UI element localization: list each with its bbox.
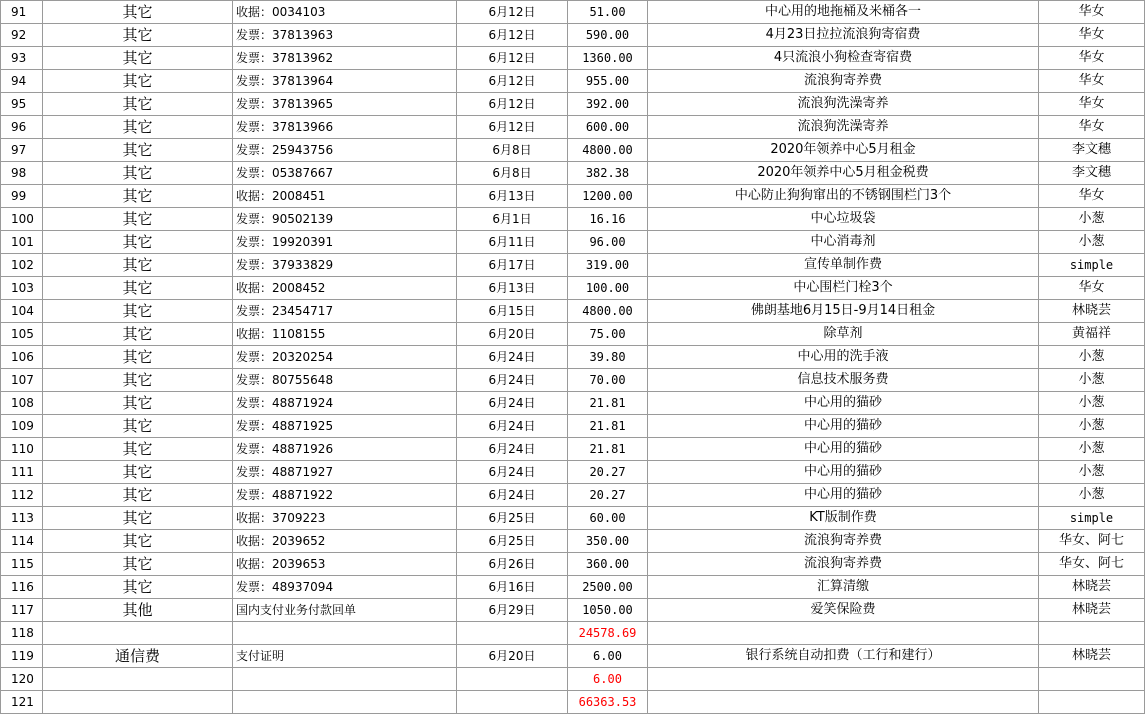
date-cell[interactable]: 6月24日 bbox=[457, 346, 568, 369]
document-cell[interactable]: 发票：19920391 bbox=[233, 231, 457, 254]
table-row bbox=[1, 231, 1145, 254]
document-cell[interactable]: 收据：0034103 bbox=[233, 1, 457, 24]
category-cell[interactable]: 其它 bbox=[43, 277, 233, 300]
document-cell[interactable]: 国内支付业务付款回单 bbox=[233, 599, 457, 622]
document-cell[interactable] bbox=[233, 622, 457, 645]
document-cell[interactable]: 发票：23454717 bbox=[233, 300, 457, 323]
date-cell[interactable]: 6月26日 bbox=[457, 553, 568, 576]
document-cell[interactable]: 发票：48871927 bbox=[233, 461, 457, 484]
description-cell[interactable]: 流浪狗洗澡寄养 bbox=[648, 93, 1039, 116]
category-cell[interactable] bbox=[43, 622, 233, 645]
category-cell[interactable]: 其它 bbox=[43, 392, 233, 415]
table-row bbox=[1, 208, 1145, 231]
person-cell[interactable]: 小葱 bbox=[1039, 484, 1145, 507]
document-cell[interactable]: 发票：20320254 bbox=[233, 346, 457, 369]
date-cell[interactable]: 6月12日 bbox=[457, 116, 568, 139]
row-number-cell[interactable]: 106 bbox=[1, 346, 43, 369]
amount-cell[interactable]: 60.00 bbox=[568, 507, 648, 530]
description-cell[interactable]: 爱笑保险费 bbox=[648, 599, 1039, 622]
category-cell[interactable]: 其它 bbox=[43, 438, 233, 461]
document-cell[interactable]: 收据：2008452 bbox=[233, 277, 457, 300]
amount-cell[interactable]: 350.00 bbox=[568, 530, 648, 553]
document-cell[interactable]: 发票：48871924 bbox=[233, 392, 457, 415]
person-cell[interactable]: 华女 bbox=[1039, 93, 1145, 116]
date-cell[interactable]: 6月24日 bbox=[457, 484, 568, 507]
table-row bbox=[1, 553, 1145, 576]
amount-cell[interactable]: 96.00 bbox=[568, 231, 648, 254]
row-number-cell[interactable]: 121 bbox=[1, 691, 43, 714]
table-row bbox=[1, 185, 1145, 208]
amount-cell[interactable]: 600.00 bbox=[568, 116, 648, 139]
person-cell[interactable]: 小葱 bbox=[1039, 208, 1145, 231]
row-number-cell[interactable]: 112 bbox=[1, 484, 43, 507]
row-number-cell[interactable]: 114 bbox=[1, 530, 43, 553]
date-cell[interactable]: 6月20日 bbox=[457, 645, 568, 668]
description-cell[interactable]: 流浪狗寄养费 bbox=[648, 553, 1039, 576]
amount-cell[interactable]: 4800.00 bbox=[568, 139, 648, 162]
category-cell[interactable]: 其它 bbox=[43, 254, 233, 277]
date-cell[interactable] bbox=[457, 668, 568, 691]
category-cell[interactable]: 其它 bbox=[43, 47, 233, 70]
date-cell[interactable]: 6月12日 bbox=[457, 47, 568, 70]
person-cell[interactable] bbox=[1039, 622, 1145, 645]
document-cell[interactable]: 发票：25943756 bbox=[233, 139, 457, 162]
row-number-cell[interactable]: 110 bbox=[1, 438, 43, 461]
description-cell[interactable] bbox=[648, 691, 1039, 714]
table-row bbox=[1, 438, 1145, 461]
description-cell[interactable]: 中心用的洗手液 bbox=[648, 346, 1039, 369]
person-cell[interactable]: 小葱 bbox=[1039, 461, 1145, 484]
table-row bbox=[1, 346, 1145, 369]
amount-cell[interactable]: 2500.00 bbox=[568, 576, 648, 599]
amount-cell[interactable]: 6.00 bbox=[568, 645, 648, 668]
row-number-cell[interactable]: 102 bbox=[1, 254, 43, 277]
table-row bbox=[1, 139, 1145, 162]
document-cell[interactable]: 收据：1108155 bbox=[233, 323, 457, 346]
amount-cell[interactable]: 21.81 bbox=[568, 392, 648, 415]
description-cell[interactable]: 中心围栏门栓3个 bbox=[648, 277, 1039, 300]
row-number-cell[interactable]: 111 bbox=[1, 461, 43, 484]
table-row bbox=[1, 645, 1145, 668]
table-row bbox=[1, 93, 1145, 116]
table-row bbox=[1, 530, 1145, 553]
description-cell[interactable]: 2020年领养中心5月租金税费 bbox=[648, 162, 1039, 185]
date-cell[interactable]: 6月25日 bbox=[457, 530, 568, 553]
category-cell[interactable]: 其它 bbox=[43, 24, 233, 47]
document-cell[interactable]: 发票：37813964 bbox=[233, 70, 457, 93]
description-cell[interactable]: 汇算清缴 bbox=[648, 576, 1039, 599]
person-cell[interactable] bbox=[1039, 668, 1145, 691]
description-cell[interactable]: 4月23日拉拉流浪狗寄宿费 bbox=[648, 24, 1039, 47]
row-number-cell[interactable]: 120 bbox=[1, 668, 43, 691]
person-cell[interactable]: 华女 bbox=[1039, 1, 1145, 24]
table-row bbox=[1, 254, 1145, 277]
description-cell[interactable]: 宣传单制作费 bbox=[648, 254, 1039, 277]
amount-cell[interactable]: 590.00 bbox=[568, 24, 648, 47]
table-row bbox=[1, 277, 1145, 300]
category-cell[interactable]: 其它 bbox=[43, 1, 233, 24]
category-cell[interactable]: 其它 bbox=[43, 346, 233, 369]
description-cell[interactable]: 4只流浪小狗检查寄宿费 bbox=[648, 47, 1039, 70]
description-cell[interactable] bbox=[648, 668, 1039, 691]
description-cell[interactable] bbox=[648, 622, 1039, 645]
document-cell[interactable]: 发票：80755648 bbox=[233, 369, 457, 392]
person-cell[interactable]: 小葱 bbox=[1039, 438, 1145, 461]
date-cell[interactable]: 6月12日 bbox=[457, 70, 568, 93]
description-cell[interactable]: 中心用的猫砂 bbox=[648, 438, 1039, 461]
amount-cell[interactable]: 1200.00 bbox=[568, 185, 648, 208]
person-cell[interactable]: 林晓芸 bbox=[1039, 645, 1145, 668]
category-cell[interactable]: 其它 bbox=[43, 461, 233, 484]
amount-cell[interactable]: 39.80 bbox=[568, 346, 648, 369]
amount-cell[interactable]: 1050.00 bbox=[568, 599, 648, 622]
document-cell[interactable]: 发票：05387667 bbox=[233, 162, 457, 185]
person-cell[interactable]: simple bbox=[1039, 254, 1145, 277]
row-number-cell[interactable]: 100 bbox=[1, 208, 43, 231]
category-cell[interactable]: 其它 bbox=[43, 553, 233, 576]
amount-cell[interactable]: 360.00 bbox=[568, 553, 648, 576]
date-cell[interactable]: 6月29日 bbox=[457, 599, 568, 622]
category-cell[interactable]: 其它 bbox=[43, 162, 233, 185]
amount-cell[interactable]: 4800.00 bbox=[568, 300, 648, 323]
row-number-cell[interactable]: 103 bbox=[1, 277, 43, 300]
description-cell[interactable]: 除草剂 bbox=[648, 323, 1039, 346]
table-row bbox=[1, 461, 1145, 484]
category-cell[interactable] bbox=[43, 668, 233, 691]
row-number-cell[interactable]: 97 bbox=[1, 139, 43, 162]
table-row bbox=[1, 369, 1145, 392]
row-number-cell[interactable]: 108 bbox=[1, 392, 43, 415]
person-cell[interactable]: 华女、阿七 bbox=[1039, 553, 1145, 576]
person-cell[interactable]: 华女 bbox=[1039, 185, 1145, 208]
table-row bbox=[1, 668, 1145, 691]
category-cell[interactable]: 其它 bbox=[43, 139, 233, 162]
document-cell[interactable]: 发票：37813963 bbox=[233, 24, 457, 47]
document-cell[interactable]: 发票：37933829 bbox=[233, 254, 457, 277]
row-number-cell[interactable]: 119 bbox=[1, 645, 43, 668]
date-cell[interactable]: 6月12日 bbox=[457, 24, 568, 47]
description-cell[interactable]: 中心消毒剂 bbox=[648, 231, 1039, 254]
person-cell[interactable]: 华女 bbox=[1039, 277, 1145, 300]
date-cell[interactable]: 6月24日 bbox=[457, 415, 568, 438]
person-cell[interactable]: 黄福祥 bbox=[1039, 323, 1145, 346]
description-cell[interactable]: 2020年领养中心5月租金 bbox=[648, 139, 1039, 162]
amount-cell[interactable]: 24578.69 bbox=[568, 622, 648, 645]
row-number-cell[interactable]: 98 bbox=[1, 162, 43, 185]
table-row bbox=[1, 70, 1145, 93]
amount-cell[interactable]: 75.00 bbox=[568, 323, 648, 346]
date-cell[interactable]: 6月11日 bbox=[457, 231, 568, 254]
person-cell[interactable]: 华女 bbox=[1039, 70, 1145, 93]
amount-cell[interactable]: 21.81 bbox=[568, 415, 648, 438]
date-cell[interactable] bbox=[457, 691, 568, 714]
table-row bbox=[1, 507, 1145, 530]
table-row bbox=[1, 415, 1145, 438]
document-cell[interactable]: 发票：37813965 bbox=[233, 93, 457, 116]
amount-cell[interactable]: 51.00 bbox=[568, 1, 648, 24]
document-cell[interactable]: 发票：90502139 bbox=[233, 208, 457, 231]
document-cell[interactable]: 收据：2039652 bbox=[233, 530, 457, 553]
person-cell[interactable]: 华女 bbox=[1039, 24, 1145, 47]
amount-cell[interactable]: 955.00 bbox=[568, 70, 648, 93]
row-number-cell[interactable]: 91 bbox=[1, 1, 43, 24]
category-cell[interactable]: 其它 bbox=[43, 576, 233, 599]
description-cell[interactable]: 中心用的猫砂 bbox=[648, 392, 1039, 415]
amount-cell[interactable]: 392.00 bbox=[568, 93, 648, 116]
row-number-cell[interactable]: 96 bbox=[1, 116, 43, 139]
description-cell[interactable]: 中心用的猫砂 bbox=[648, 461, 1039, 484]
person-cell[interactable]: 华女 bbox=[1039, 116, 1145, 139]
category-cell[interactable]: 其它 bbox=[43, 93, 233, 116]
table-row bbox=[1, 162, 1145, 185]
date-cell[interactable]: 6月1日 bbox=[457, 208, 568, 231]
row-number-cell[interactable]: 104 bbox=[1, 300, 43, 323]
person-cell[interactable]: simple bbox=[1039, 507, 1145, 530]
person-cell[interactable] bbox=[1039, 691, 1145, 714]
sheet-body bbox=[1, 1, 1145, 714]
person-cell[interactable]: 林晓芸 bbox=[1039, 599, 1145, 622]
category-cell[interactable]: 其它 bbox=[43, 507, 233, 530]
table-row bbox=[1, 47, 1145, 70]
table-row bbox=[1, 622, 1145, 645]
category-cell[interactable]: 其它 bbox=[43, 70, 233, 93]
row-number-cell[interactable]: 109 bbox=[1, 415, 43, 438]
description-cell[interactable]: 流浪狗寄养费 bbox=[648, 530, 1039, 553]
person-cell[interactable]: 小葱 bbox=[1039, 369, 1145, 392]
date-cell[interactable]: 6月8日 bbox=[457, 139, 568, 162]
description-cell[interactable]: 信息技术服务费 bbox=[648, 369, 1039, 392]
document-cell[interactable]: 收据：3709223 bbox=[233, 507, 457, 530]
date-cell[interactable]: 6月25日 bbox=[457, 507, 568, 530]
person-cell[interactable]: 华女 bbox=[1039, 47, 1145, 70]
document-cell[interactable]: 收据：2039653 bbox=[233, 553, 457, 576]
document-cell[interactable]: 发票：37813966 bbox=[233, 116, 457, 139]
document-cell[interactable]: 发票：48871926 bbox=[233, 438, 457, 461]
table-row bbox=[1, 323, 1145, 346]
document-cell[interactable]: 发票：48871925 bbox=[233, 415, 457, 438]
table-row bbox=[1, 576, 1145, 599]
amount-cell[interactable]: 21.81 bbox=[568, 438, 648, 461]
description-cell[interactable]: 中心用的猫砂 bbox=[648, 484, 1039, 507]
row-number-cell[interactable]: 105 bbox=[1, 323, 43, 346]
category-cell[interactable]: 其它 bbox=[43, 231, 233, 254]
category-cell[interactable]: 通信费 bbox=[43, 645, 233, 668]
document-cell[interactable]: 收据：2008451 bbox=[233, 185, 457, 208]
table-row bbox=[1, 300, 1145, 323]
date-cell[interactable]: 6月20日 bbox=[457, 323, 568, 346]
person-cell[interactable]: 小葱 bbox=[1039, 231, 1145, 254]
date-cell[interactable]: 6月12日 bbox=[457, 1, 568, 24]
table-row bbox=[1, 599, 1145, 622]
row-number-cell[interactable]: 107 bbox=[1, 369, 43, 392]
category-cell[interactable]: 其它 bbox=[43, 116, 233, 139]
description-cell[interactable]: 中心用的地拖桶及米桶各一 bbox=[648, 1, 1039, 24]
category-cell[interactable] bbox=[43, 691, 233, 714]
row-number-cell[interactable]: 115 bbox=[1, 553, 43, 576]
category-cell[interactable]: 其它 bbox=[43, 530, 233, 553]
date-cell[interactable]: 6月24日 bbox=[457, 392, 568, 415]
description-cell[interactable]: KT版制作费 bbox=[648, 507, 1039, 530]
date-cell[interactable]: 6月16日 bbox=[457, 576, 568, 599]
amount-cell[interactable]: 382.38 bbox=[568, 162, 648, 185]
row-number-cell[interactable]: 113 bbox=[1, 507, 43, 530]
table-row bbox=[1, 116, 1145, 139]
table-row bbox=[1, 484, 1145, 507]
date-cell[interactable]: 6月12日 bbox=[457, 93, 568, 116]
document-cell[interactable]: 发票：48937094 bbox=[233, 576, 457, 599]
category-cell[interactable]: 其它 bbox=[43, 185, 233, 208]
row-number-cell[interactable]: 116 bbox=[1, 576, 43, 599]
person-cell[interactable]: 李文穗 bbox=[1039, 162, 1145, 185]
description-cell[interactable]: 佛朗基地6月15日-9月14日租金 bbox=[648, 300, 1039, 323]
date-cell[interactable]: 6月13日 bbox=[457, 185, 568, 208]
amount-cell[interactable]: 16.16 bbox=[568, 208, 648, 231]
date-cell[interactable]: 6月15日 bbox=[457, 300, 568, 323]
date-cell[interactable]: 6月13日 bbox=[457, 277, 568, 300]
amount-cell[interactable]: 70.00 bbox=[568, 369, 648, 392]
category-cell[interactable]: 其它 bbox=[43, 208, 233, 231]
table-row bbox=[1, 691, 1145, 714]
category-cell[interactable]: 其它 bbox=[43, 323, 233, 346]
date-cell[interactable]: 6月24日 bbox=[457, 369, 568, 392]
amount-cell[interactable]: 20.27 bbox=[568, 461, 648, 484]
row-number-cell[interactable]: 93 bbox=[1, 47, 43, 70]
person-cell[interactable]: 小葱 bbox=[1039, 415, 1145, 438]
row-number-cell[interactable]: 99 bbox=[1, 185, 43, 208]
person-cell[interactable]: 华女、阿七 bbox=[1039, 530, 1145, 553]
amount-cell[interactable]: 20.27 bbox=[568, 484, 648, 507]
person-cell[interactable]: 林晓芸 bbox=[1039, 576, 1145, 599]
document-cell[interactable]: 支付证明 bbox=[233, 645, 457, 668]
category-cell[interactable]: 其它 bbox=[43, 484, 233, 507]
row-number-cell[interactable]: 92 bbox=[1, 24, 43, 47]
document-cell[interactable] bbox=[233, 668, 457, 691]
date-cell[interactable] bbox=[457, 622, 568, 645]
document-cell[interactable]: 发票：48871922 bbox=[233, 484, 457, 507]
person-cell[interactable]: 李文穗 bbox=[1039, 139, 1145, 162]
row-number-cell[interactable]: 101 bbox=[1, 231, 43, 254]
table-row bbox=[1, 1, 1145, 24]
date-cell[interactable]: 6月17日 bbox=[457, 254, 568, 277]
document-cell[interactable] bbox=[233, 691, 457, 714]
category-cell[interactable]: 其它 bbox=[43, 415, 233, 438]
table-row bbox=[1, 392, 1145, 415]
category-cell[interactable]: 其它 bbox=[43, 300, 233, 323]
description-cell[interactable]: 中心防止狗狗窜出的不锈钢围栏门3个 bbox=[648, 185, 1039, 208]
description-cell[interactable]: 中心垃圾袋 bbox=[648, 208, 1039, 231]
table-row bbox=[1, 24, 1145, 47]
date-cell[interactable]: 6月8日 bbox=[457, 162, 568, 185]
category-cell[interactable]: 其他 bbox=[43, 599, 233, 622]
description-cell[interactable]: 流浪狗寄养费 bbox=[648, 70, 1039, 93]
amount-cell[interactable]: 6.00 bbox=[568, 668, 648, 691]
description-cell[interactable]: 中心用的猫砂 bbox=[648, 415, 1039, 438]
amount-cell[interactable]: 66363.53 bbox=[568, 691, 648, 714]
amount-cell[interactable]: 100.00 bbox=[568, 277, 648, 300]
document-cell[interactable]: 发票：37813962 bbox=[233, 47, 457, 70]
amount-cell[interactable]: 319.00 bbox=[568, 254, 648, 277]
date-cell[interactable]: 6月24日 bbox=[457, 461, 568, 484]
row-number-cell[interactable]: 117 bbox=[1, 599, 43, 622]
person-cell[interactable]: 林晓芸 bbox=[1039, 300, 1145, 323]
person-cell[interactable]: 小葱 bbox=[1039, 346, 1145, 369]
person-cell[interactable]: 小葱 bbox=[1039, 392, 1145, 415]
row-number-cell[interactable]: 94 bbox=[1, 70, 43, 93]
row-number-cell[interactable]: 95 bbox=[1, 93, 43, 116]
category-cell[interactable]: 其它 bbox=[43, 369, 233, 392]
row-number-cell[interactable]: 118 bbox=[1, 622, 43, 645]
date-cell[interactable]: 6月24日 bbox=[457, 438, 568, 461]
description-cell[interactable]: 流浪狗洗澡寄养 bbox=[648, 116, 1039, 139]
description-cell[interactable]: 银行系统自动扣费（工行和建行） bbox=[648, 645, 1039, 668]
amount-cell[interactable]: 1360.00 bbox=[568, 47, 648, 70]
